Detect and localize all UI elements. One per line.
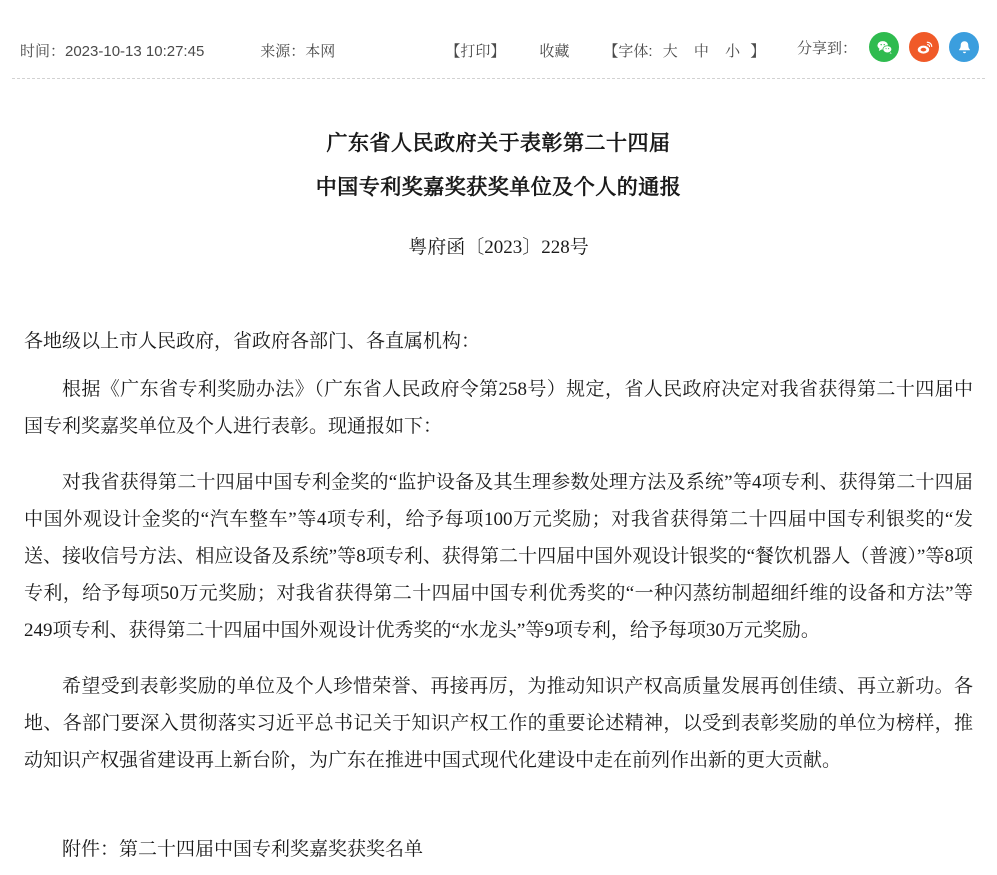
publish-time: 时间：2023-10-13 10:27:45 — [20, 42, 205, 60]
attachment-line: 附件：第二十四届中国专利奖嘉奖获奖名单 — [62, 839, 424, 860]
page-title-line-2: 中国专利奖嘉奖获奖单位及个人的通报 — [315, 175, 682, 199]
favorite-button[interactable]: 收藏 — [539, 42, 570, 60]
print-button[interactable]: 【打印】 — [445, 42, 506, 60]
font-size-small[interactable]: 小 — [725, 42, 741, 60]
paragraph-2: 对我省获得第二十四届中国专利金奖的“监护设备及其生理参数处理方法及系统”等4项专利、获得第二十四届中国外观设计金奖的“汽车整车”等4项专利，给予每项100万元奖励；对我省获得第二十四届中国专利银奖的“发送、接收信号方法、相应设备及系统”等8项专利、获得第二十四届中国外观设计银奖的“餐饮机器人（普渡）”等8项专利，给予每项50万元奖励；对我省获得第二十四届中国专利优秀奖的“一种闪蒸纺制超细纤维的设备和方法”等249项专利、获得第二十四届中国外观设计优秀奖的“水龙头”等9项专利，给予每项30万元奖励。 — [24, 472, 973, 641]
font-size-prefix: 【字体: — [603, 42, 653, 60]
font-size-large[interactable]: 大 — [662, 42, 678, 60]
share-label: 分享到： — [796, 39, 857, 57]
document-number: 粤府函〔2023〕228号 — [408, 237, 589, 258]
wechat-icon[interactable] — [869, 32, 899, 62]
article-page — [0, 22, 997, 875]
weibo-icon[interactable] — [909, 32, 939, 62]
font-size-medium[interactable]: 中 — [693, 42, 709, 60]
share-group — [797, 32, 979, 62]
font-size-control[interactable] — [603, 40, 765, 61]
bell-icon[interactable] — [949, 32, 979, 62]
paragraph-3: 希望受到表彰奖励的单位及个人珍惜荣誉、再接再厉，为推动知识产权高质量发展再创佳绩、再立新功。各地、各部门要深入贯彻落实习近平总书记关于知识产权工作的重要论述精神，以受到表彰奖励的单位为榜样，推动知识产权强省建设再上新台阶，为广东在推进中国式现代化建设中走在前列作出新的更大贡献。 — [24, 676, 973, 771]
salutation: 各地级以上市人民政府，省政府各部门、各直属机构： — [24, 331, 481, 352]
article-actions — [445, 40, 765, 61]
page-title-line-1: 广东省人民政府关于表彰第二十四届 — [326, 131, 671, 155]
article-body — [24, 79, 973, 867]
article-meta-bar — [12, 22, 985, 79]
paragraph-1: 根据《广东省专利奖励办法》（广东省人民政府令第258号）规定，省人民政府决定对我省获得第二十四届中国专利奖嘉奖单位及个人进行表彰。现通报如下： — [24, 379, 973, 437]
article-source: 来源：本网 — [260, 42, 336, 60]
font-size-suffix: 】 — [750, 42, 766, 60]
